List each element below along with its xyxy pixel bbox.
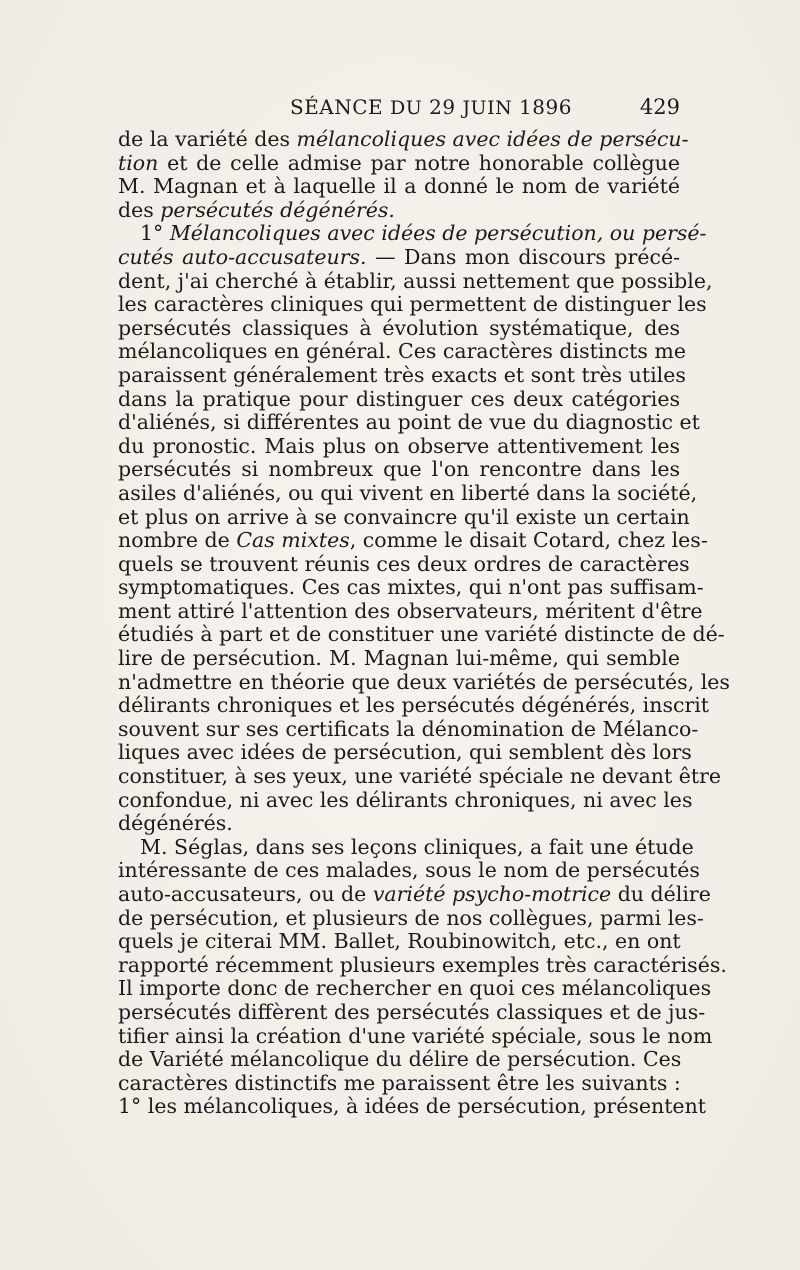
text-line [118, 882, 711, 907]
text-segment: 1° [140, 221, 170, 246]
text-line [118, 528, 708, 553]
text-segment: nombre de [118, 528, 237, 553]
text-segment: Il importe donc de rechercher en quoi ces mélancoliques [118, 976, 712, 1001]
italic-text: tion [118, 150, 159, 175]
text-line [118, 575, 704, 600]
text-line [118, 812, 680, 836]
italic-text: Mélancoliques avec idées de persécution, ou persé- [169, 221, 707, 246]
text-segment: — Dans mon discours précé- [366, 244, 681, 269]
text-line [118, 221, 707, 246]
text-segment: lire de persécution. M. Magnan lui-même, qui semble [118, 646, 680, 671]
text-segment: du délire [611, 882, 711, 906]
text-line [118, 930, 680, 954]
text-segment: 1° les mélancoliques, à idées de persécution, présentent [118, 1094, 707, 1119]
text-segment: auto-accusateurs, ou de [118, 882, 373, 906]
text-line [118, 127, 689, 152]
text-line [118, 999, 706, 1025]
running-title [290, 95, 572, 119]
text-line [118, 480, 698, 506]
running-header [118, 95, 680, 125]
text-line [118, 669, 730, 695]
text-line [118, 1072, 680, 1096]
text-segment: intéressante de ces malades, sous le nom de persécutés [118, 858, 700, 883]
text-line [118, 647, 680, 671]
text-segment: les caractères cliniques qui permettent de distinguer les [118, 292, 707, 317]
text-segment: symptomatiques. Ces cas mixtes, qui n'ont pas suffisam- [118, 575, 704, 600]
text-segment: tifier ainsi la création d'une variété spéciale, sous le nom [118, 1023, 713, 1048]
text-segment: de Variété mélancolique du délire de persécution. Ces [118, 1047, 682, 1072]
italic-text: mélancoliques avec idées de persécu- [296, 127, 689, 151]
title-day: 29 [422, 95, 463, 119]
italic-text: cutés auto-accusateurs. [118, 244, 367, 269]
text-segment: persécutés diffèrent des persécutés classiques et de jus- [118, 999, 706, 1024]
text-segment: d'aliénés, si différentes au point de vue du diagnostic et [118, 410, 700, 435]
text-segment: , comme le disait Cotard, chez les- [349, 528, 708, 553]
title-year: 1896 [512, 95, 572, 119]
text-segment: de la variété des [118, 127, 297, 151]
text-line [118, 764, 722, 789]
text-line [118, 504, 690, 530]
text-line [118, 716, 699, 742]
text-segment: mélancoliques en général. Ces caractères distincts me [118, 339, 686, 364]
text-line [118, 693, 710, 718]
text-line [118, 362, 686, 388]
text-segment: et plus on arrive à se convaincre qu'il existe un certain [118, 504, 690, 529]
text-segment: caractères distinctifs me paraissent être les suivants : [118, 1070, 681, 1095]
text-line [118, 1023, 713, 1049]
text-segment: souvent sur ses certificats la dénomination de Mélanco- [118, 716, 699, 741]
text-line [118, 551, 690, 577]
italic-text: Cas mixtes [236, 528, 350, 553]
text-line [118, 246, 680, 270]
text-segment: et de celle admise par notre honorable collègue [158, 150, 680, 175]
text-line [118, 622, 725, 647]
italic-text: variété psycho-motrice [372, 882, 612, 906]
text-line [118, 458, 680, 482]
text-line [118, 740, 692, 765]
text-segment: persécutés si nombreux que l'on rencontre dans les [118, 457, 680, 482]
text-line [118, 152, 680, 176]
text-segment: n'admettre en théorie que deux variétés de persécutés, les [118, 669, 730, 694]
text-line [118, 199, 680, 223]
title-month: JUIN [462, 97, 513, 119]
title-seance: SÉANCE [290, 95, 391, 119]
text-segment: M. Séglas, dans ses leçons cliniques, a fait une étude [140, 834, 694, 859]
text-segment: délirants chroniques et les persécutés dégénérés, inscrit [118, 693, 710, 718]
text-line [118, 952, 727, 978]
text-line [118, 905, 704, 931]
text-segment: quels se trouvent réunis ces deux ordres de caractères [118, 551, 690, 576]
body-text [118, 127, 730, 1119]
text-segment: asiles d'aliénés, ou qui vivent en liberté dans la société, [118, 480, 698, 505]
text-segment: dans la pratique pour distinguer ces deux catégories [118, 386, 680, 411]
text-line [118, 175, 680, 199]
text-segment: des [118, 197, 161, 222]
text-segment: dégénérés. [118, 811, 233, 836]
text-segment: rapporté récemment plusieurs exemples très caractérisés. [118, 952, 727, 977]
text-segment: ment attiré l'attention des observateurs, méritent d'être [118, 598, 703, 623]
text-line [118, 292, 707, 317]
text-line [118, 787, 693, 813]
text-segment: étudiés à part et de constituer une variété distincte de dé- [118, 622, 725, 647]
text-line [118, 339, 686, 364]
page-number: 429 [639, 95, 680, 119]
text-line [118, 1094, 707, 1119]
text-line [118, 388, 680, 412]
text-segment: M. Magnan et à laquelle il a donné le nom de variété [118, 174, 680, 199]
text-segment: du pronostic. Mais plus on observe attentivement les [118, 433, 680, 458]
text-line [118, 858, 700, 883]
text-line [118, 435, 680, 459]
text-segment: constituer, à ses yeux, une variété spéciale ne devant être [118, 764, 722, 789]
text-line [118, 410, 700, 435]
title-du: DU [390, 97, 423, 119]
text-segment: de persécution, et plusieurs de nos collègues, parmi les- [118, 905, 704, 930]
text-segment: quels je citerai MM. Ballet, Roubinowitch, etc., en ont [118, 929, 681, 954]
text-line [118, 834, 694, 860]
italic-text: persécutés dégénérés. [160, 197, 395, 222]
text-line [118, 976, 712, 1001]
text-segment: dent, j'ai cherché à établir, aussi nettement que possible, [118, 268, 713, 293]
text-line [118, 1048, 680, 1072]
text-line [118, 598, 703, 624]
text-segment: persécutés classiques à évolution systématique, des [118, 315, 680, 340]
text-segment: confondue, ni avec les délirants chroniques, ni avec les [118, 787, 693, 812]
text-segment: paraissent généralement très exacts et sont très utiles [118, 362, 686, 387]
text-segment: liques avec idées de persécution, qui semblent dès lors [118, 740, 692, 765]
text-line [118, 268, 713, 294]
text-line [118, 317, 680, 341]
